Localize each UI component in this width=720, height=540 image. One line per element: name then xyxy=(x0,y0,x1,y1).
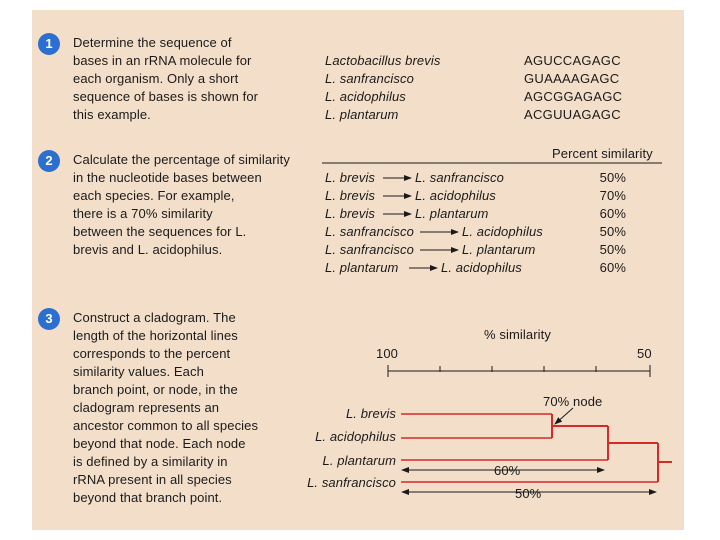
species-label-sanfrancisco: L. sanfrancisco xyxy=(307,475,396,490)
step-3-text: Construct a cladogram. The length of the horizontal lines corresponds to the percent similarity values. Each branch point, or node, in the cladogram represents an ancestor common to all species beyond that node. Each node is defined by a similarity in rRNA present in all species beyond that branch point. xyxy=(73,310,259,505)
percent-similarity-header: Percent similarity xyxy=(552,146,653,161)
pair-col-a: L. brevis L. brevis L. brevis L. sanfrancisco L. sanfrancisco L. plantarum xyxy=(325,170,414,275)
species-label-brevis: L. brevis xyxy=(345,406,396,421)
node-pointer-arrow xyxy=(555,408,573,424)
step-2-text: Calculate the percentage of similarity in the nucleotide bases between each species. For example, there is a 70% similarity between the sequences for L. brevis and L. acidophilus. xyxy=(73,152,290,257)
step-3-badge: 3 xyxy=(38,308,60,330)
step-1-text: Determine the sequence of bases in an rRNA molecule for each organism. Only a short sequence of bases is shown for this example. xyxy=(73,35,259,122)
node-label-70: 70% node xyxy=(543,394,603,409)
step-2-badge: 2 xyxy=(38,150,60,172)
axis-label-100: 100 xyxy=(376,346,398,361)
pair-pct-list: 50% 70% 60% 50% 50% 60% xyxy=(599,170,626,275)
pair-col-b-2: L. acidophilus L. plantarum xyxy=(462,224,543,257)
axis-title: % similarity xyxy=(484,327,551,342)
span-label-50: 50% xyxy=(515,486,542,501)
axis-label-50: 50 xyxy=(637,346,652,361)
pair-col-b-1: L. sanfrancisco L. acidophilus L. plantarum xyxy=(415,170,504,221)
step-1-badge: 1 xyxy=(38,33,60,55)
span-label-60: 60% xyxy=(494,463,521,478)
sequence-list: AGUCCAGAGC GUAAAAGAGC AGCGGAGAGC ACGUUAGAGC xyxy=(524,53,623,122)
pair-col-b-3: L. acidophilus xyxy=(441,260,522,275)
organism-list: Lactobacillus brevis L. sanfrancisco L. acidophilus L. plantarum xyxy=(325,53,441,122)
species-label-plantarum: L. plantarum xyxy=(322,453,396,468)
species-label-acidophilus: L. acidophilus xyxy=(315,429,396,444)
